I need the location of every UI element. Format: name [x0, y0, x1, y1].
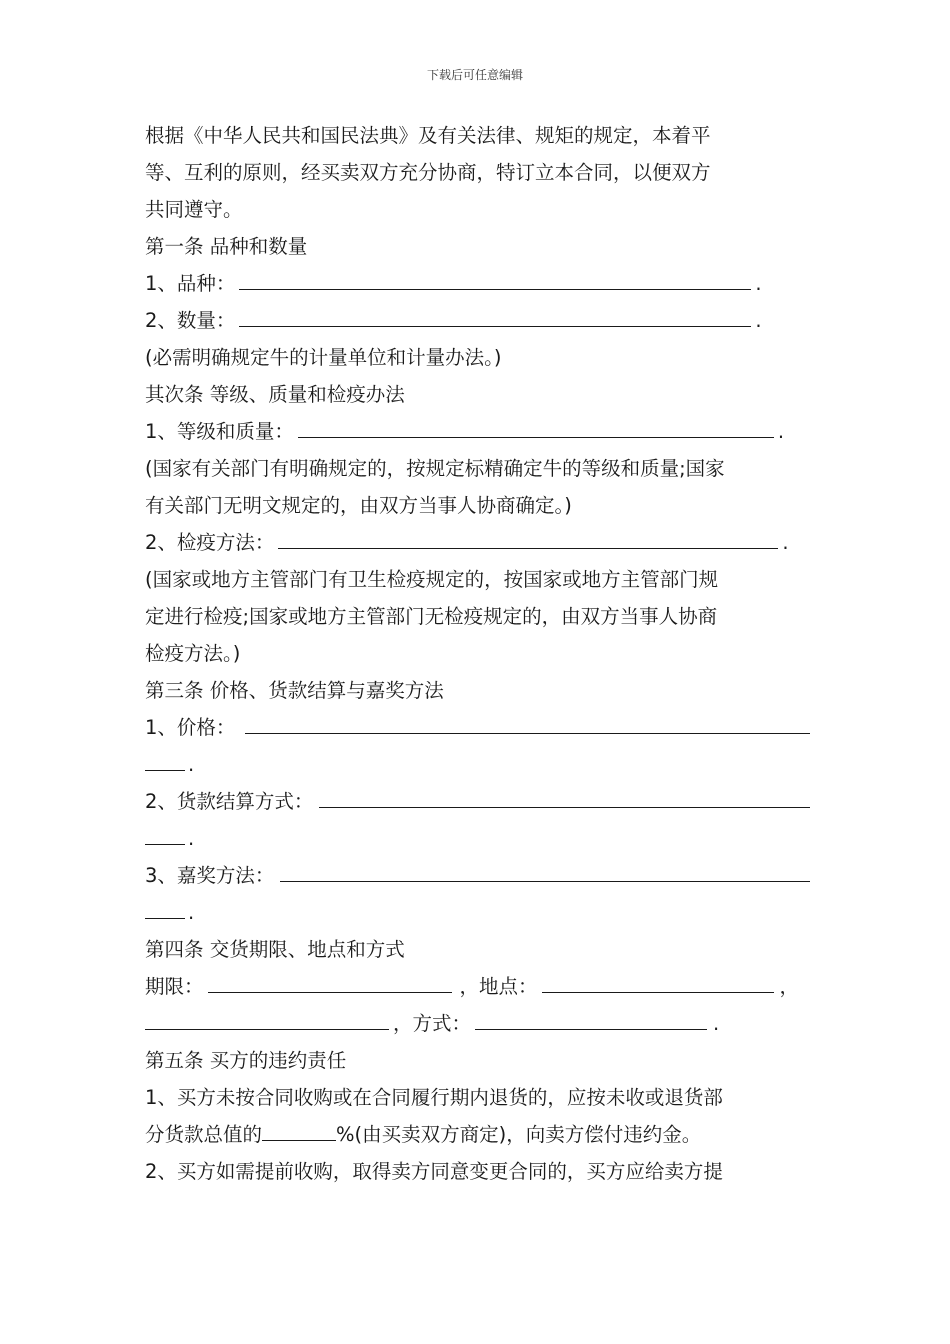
inspection-blank[interactable]	[278, 526, 778, 549]
method-period: .	[713, 1012, 720, 1035]
quantity-field-row	[145, 302, 810, 339]
inspection-note-line-3: 检疫方法。)	[145, 642, 241, 665]
reward-label: 3、嘉奖方法：	[145, 864, 275, 887]
grade-quality-label: 1、等级和质量：	[145, 420, 294, 443]
reward-field-row	[145, 857, 810, 894]
delivery-row-2	[145, 1005, 810, 1042]
quantity-period: .	[755, 309, 762, 332]
buyer-breach-text-b: %(由买卖双方商定)，向卖方偿付违约金。	[336, 1123, 702, 1146]
grade-note-line-1: (国家有关部门有明确规定的，按规定标精确定牛的等级和质量;国家	[145, 457, 725, 480]
inspection-period: .	[782, 531, 789, 554]
settlement-field-row	[145, 783, 810, 820]
intro-line-1: 根据《中华人民共和国民法典》及有关法律、规矩的规定，本着平	[145, 124, 711, 147]
article-5-title: 第五条 买方的违约责任	[145, 1049, 347, 1072]
variety-period: .	[755, 272, 762, 295]
buyer-breach-text-a: 分货款总值的	[145, 1123, 263, 1146]
variety-blank[interactable]	[239, 267, 751, 290]
buyer-breach-line-1: 1、买方未按合同收购或在合同履行期内退货的，应按未收或退货部	[145, 1086, 723, 1109]
price-label: 1、价格：	[145, 716, 236, 739]
inspection-note-line-2: 定进行检疫;国家或地方主管部门无检疫规定的，由双方当事人协商	[145, 605, 718, 628]
reward-blank[interactable]	[280, 859, 810, 882]
article-4-title: 第四条 交货期限、地点和方式	[145, 938, 405, 961]
reward-field-continuation	[145, 894, 810, 931]
intro-line-3: 共同遵守。	[145, 198, 243, 221]
place-comma: ，	[779, 975, 800, 998]
price-blank[interactable]	[245, 711, 810, 734]
variety-label: 1、品种：	[145, 272, 236, 295]
price-field-continuation	[145, 746, 810, 783]
period-label: 期限：	[145, 975, 204, 998]
quantity-blank[interactable]	[239, 304, 751, 327]
settlement-label: 2、货款结算方式：	[145, 790, 314, 813]
article-1-note: (必需明确规定牛的计量单位和计量办法。)	[145, 346, 502, 369]
reward-period: .	[188, 901, 195, 924]
inspection-label: 2、检疫方法：	[145, 531, 275, 554]
settlement-blank[interactable]	[319, 785, 810, 808]
buyer-breach-line-2	[145, 1116, 810, 1153]
period-blank[interactable]	[208, 970, 452, 993]
article-1-title: 第一条 品种和数量	[145, 235, 308, 258]
penalty-percent-blank[interactable]	[262, 1118, 336, 1141]
intro-line-2: 等、互利的原则，经买卖双方充分协商，特订立本合同，以便双方	[145, 161, 711, 184]
place-blank[interactable]	[542, 970, 774, 993]
buyer-early-purchase-line-1: 2、买方如需提前收购，取得卖方同意变更合同的，买方应给卖方提	[145, 1160, 723, 1183]
place-blank-continuation[interactable]	[145, 1007, 389, 1030]
price-period: .	[188, 753, 195, 776]
delivery-row-1	[145, 968, 810, 1005]
method-label: ，方式：	[393, 1012, 472, 1035]
contract-body	[145, 117, 810, 1190]
place-label: ，地点：	[459, 975, 538, 998]
method-blank[interactable]	[475, 1007, 707, 1030]
article-3-title: 第三条 价格、货款结算与嘉奖方法	[145, 679, 444, 702]
reward-blank-continuation[interactable]	[145, 896, 185, 919]
price-field-row	[145, 709, 810, 746]
grade-quality-blank[interactable]	[298, 415, 774, 438]
article-2-title: 其次条 等级、质量和检疫办法	[145, 383, 405, 406]
settlement-period: .	[188, 827, 195, 850]
grade-note-line-2: 有关部门无明文规定的，由双方当事人协商确定。)	[145, 494, 572, 517]
settlement-field-continuation	[145, 820, 810, 857]
quantity-label: 2、数量：	[145, 309, 236, 332]
price-blank-continuation[interactable]	[145, 748, 185, 771]
page-header: 下载后可任意编辑	[426, 68, 523, 82]
settlement-blank-continuation[interactable]	[145, 822, 185, 845]
inspection-field-row	[145, 524, 810, 561]
grade-quality-field-row	[145, 413, 810, 450]
grade-quality-period: .	[777, 420, 785, 443]
variety-field-row	[145, 265, 810, 302]
inspection-note-line-1: (国家或地方主管部门有卫生检疫规定的，按国家或地方主管部门规	[145, 568, 719, 591]
